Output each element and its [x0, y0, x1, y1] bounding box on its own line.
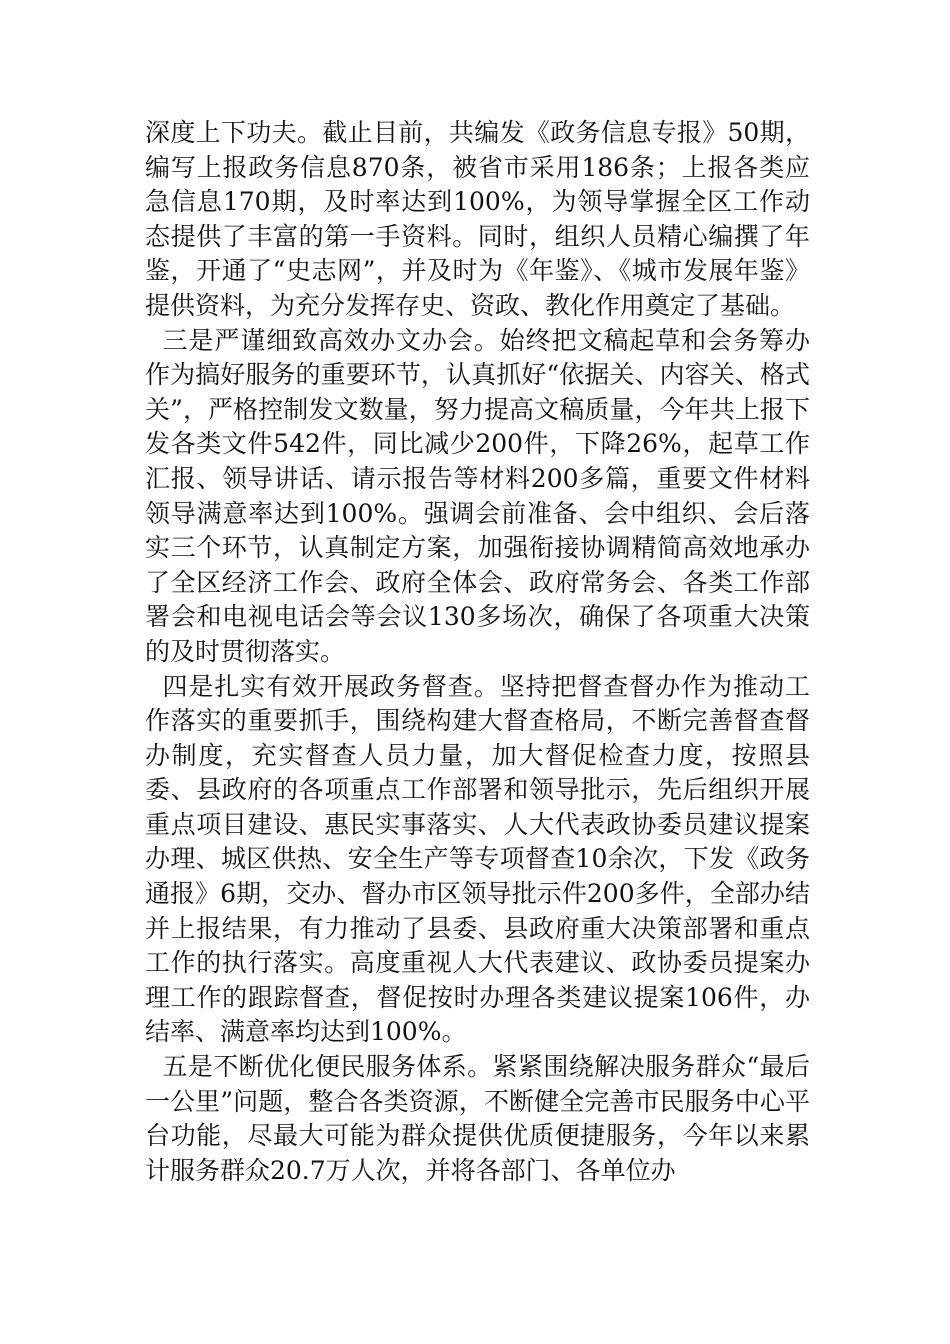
paragraph-3: 四是扎实有效开展政务督查。坚持把督查督办作为推动工作落实的重要抓手，围绕构建大督查格局，不断完善督查督办制度，充实督查人员力量，加大督促检查力度，按照县委、县政府的各项重点工作部署和领导批示，先后组织开展重点项目建设、惠民实事落实、人大代表政协委员建议提案办理、城区供热、安全生产等专项督查10余次，下发《政务通报》6期，交办、督办市区领导批示件200多件，全部办结并上报结果，有力推动了县委、县政府重大决策部署和重点工作的执行落实。高度重视人大代表建议、政协委员提案办理工作的跟踪督查，督促按时办理各类建议提案106件，办结率、满意率均达到100%。	[145, 671, 810, 1047]
paragraph-2: 三是严谨细致高效办文办会。始终把文稿起草和会务筹办作为搞好服务的重要环节，认真抓好“依据关、内容关、格式关”，严格控制发文数量，努力提高文稿质量，今年共上报下发各类文件542件，同比减少200件，下降26%，起草工作汇报、领导讲话、请示报告等材料200多篇，重要文件材料领导满意率达到100%。强调会前准备、会中组织、会后落实三个环节，认真制定方案，加强衔接协调精简高效地承办了全区经济工作会、政府全体会、政府常务会、各类工作部署会和电视电话会等会议130多场次，确保了各项重大决策的及时贯彻落实。	[145, 325, 810, 666]
paragraph-1: 深度上下功夫。截止目前，共编发《政务信息专报》50期，编写上报政务信息870条，被省市采用186条；上报各类应急信息170期，及时率达到100%，为领导掌握全区工作动态提供了丰富的第一手资料。同时，组织人员精心编撰了年鉴，开通了“史志网”，并及时为《年鉴》、《城市发展年鉴》提供资料，为充分发挥存史、资政、教化作用奠定了基础。	[145, 118, 810, 320]
document-body	[145, 116, 810, 1188]
paragraph-4: 五是不断优化便民服务体系。紧紧围绕解决服务群众“最后一公里”问题，整合各类资源，不断健全完善市民服务中心平台功能，尽最大可能为群众提供优质便捷服务，今年以来累计服务群众20.7万人次，并将各部门、各单位办	[145, 1052, 810, 1185]
